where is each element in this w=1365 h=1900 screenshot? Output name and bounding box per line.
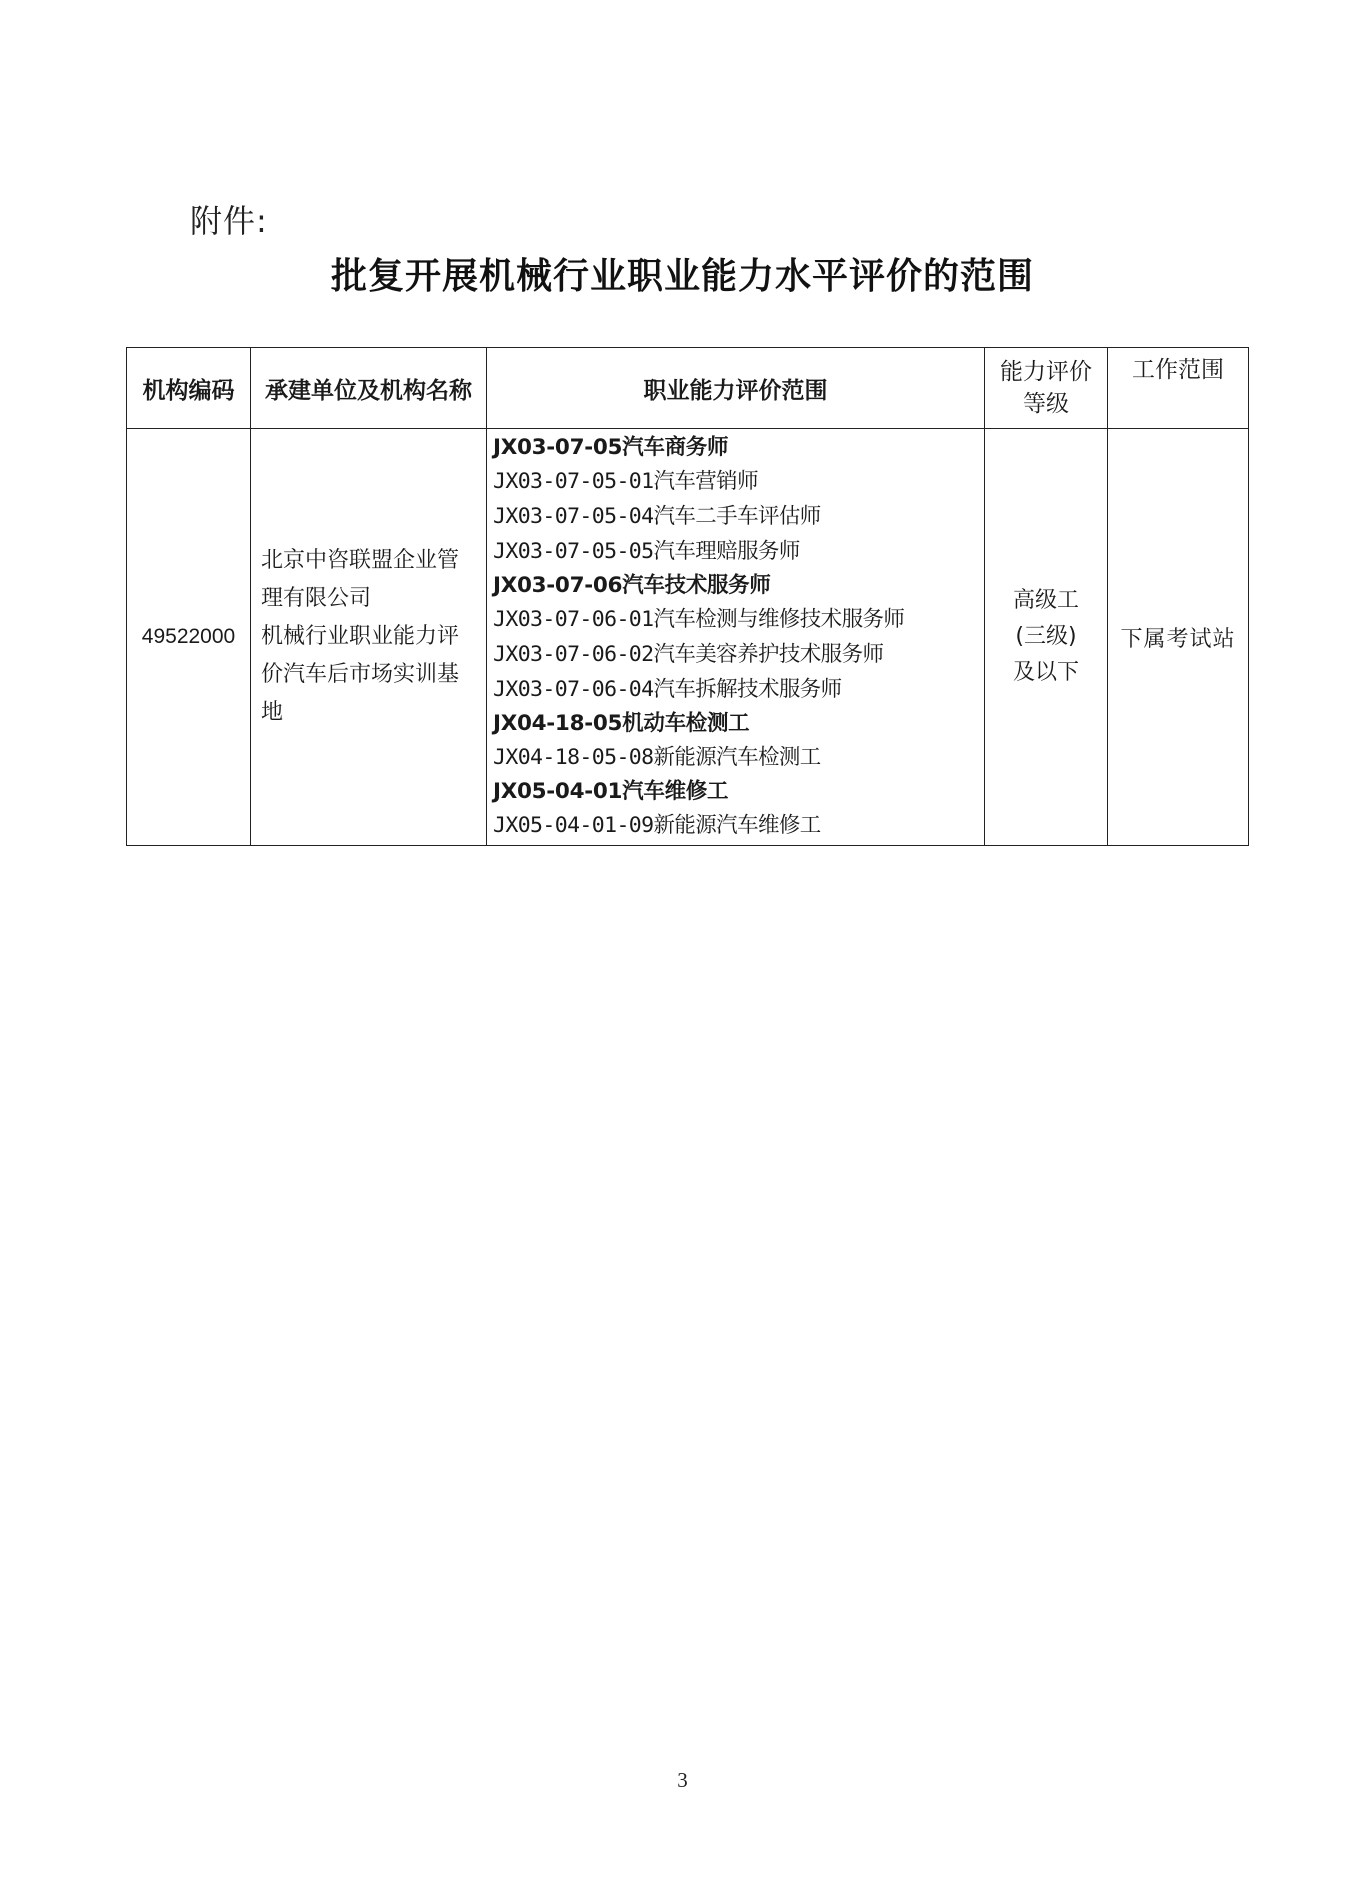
scope-sub-item: JX05-04-01-09新能源汽车维修工: [493, 813, 821, 838]
scope-sub-item: JX03-07-05-05汽车理赔服务师: [493, 539, 800, 564]
org-name-line: 北京中咨联盟企业管: [261, 548, 460, 573]
scope-sub-item: JX03-07-05-04汽车二手车评估师: [493, 504, 821, 529]
table-header-row: [127, 348, 1249, 429]
organization-name-cell: [251, 429, 487, 846]
level-line: 高级工: [1012, 588, 1079, 613]
evaluation-scope-table: [126, 347, 1249, 846]
header-organization-name: 承建单位及机构名称: [251, 348, 487, 429]
document-title: 批复开展机械行业职业能力水平评价的范围: [330, 256, 1034, 297]
scope-group-item: JX03-07-06汽车技术服务师: [493, 573, 771, 598]
header-evaluation-level: [985, 348, 1108, 429]
scope-sub-item: JX03-07-06-01汽车检测与维修技术服务师: [493, 607, 905, 632]
level-line: 及以下: [1012, 660, 1079, 685]
page-number: 3: [677, 1768, 688, 1792]
header-work-range: 工作范围: [1108, 348, 1249, 429]
attachment-label: 附件:: [190, 202, 268, 240]
header-level-line: 等级: [1023, 391, 1069, 417]
work-range-cell: 下属考试站: [1108, 429, 1249, 846]
scope-sub-item: JX03-07-06-04汽车拆解技术服务师: [493, 677, 842, 702]
header-institution-code: 机构编码: [127, 348, 251, 429]
org-name-line: 地: [261, 700, 284, 725]
level-line: (三级): [1015, 624, 1077, 649]
scope-group-item: JX04-18-05机动车检测工: [493, 711, 750, 736]
org-name-line: 价汽车后市场实训基: [261, 662, 460, 687]
evaluation-scope-cell: [487, 429, 985, 846]
header-level-line: 能力评价: [1000, 359, 1092, 385]
scope-sub-item: JX03-07-05-01汽车营销师: [493, 469, 758, 494]
scope-sub-item: JX04-18-05-08新能源汽车检测工: [493, 745, 821, 770]
evaluation-level-cell: [985, 429, 1108, 846]
org-name-line: 机械行业职业能力评: [261, 624, 460, 649]
org-name-line: 理有限公司: [261, 586, 372, 611]
institution-code-cell: 49522000: [127, 429, 251, 846]
table-row: [127, 429, 1249, 846]
header-evaluation-scope: 职业能力评价范围: [487, 348, 985, 429]
scope-group-item: JX03-07-05汽车商务师: [493, 435, 729, 460]
scope-group-item: JX05-04-01汽车维修工: [493, 779, 729, 804]
scope-sub-item: JX03-07-06-02汽车美容养护技术服务师: [493, 642, 884, 667]
